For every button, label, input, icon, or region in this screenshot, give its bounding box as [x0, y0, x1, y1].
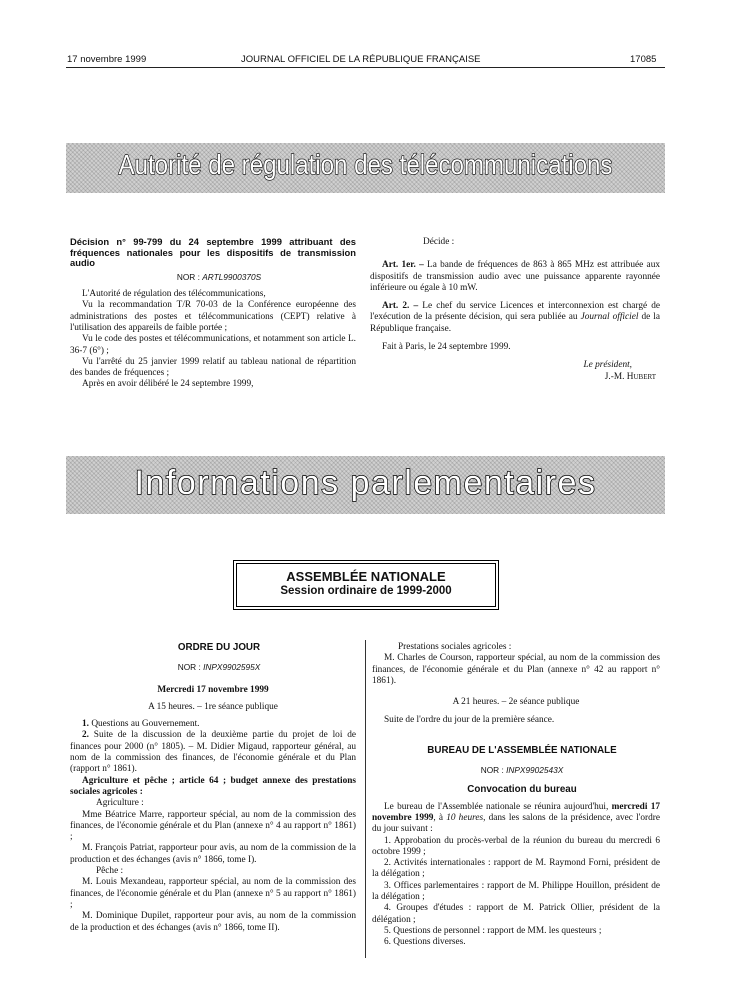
- bureau-nor: [372, 765, 660, 776]
- bureau-item: 2. Activités internationales : rapport de M. Raymond Forni, président de la délégation ;: [372, 858, 660, 880]
- bureau-column: [372, 642, 660, 949]
- decision-paragraph: Vu le code des postes et télécommunications, et notamment son article L. 36-7 (6°) ;: [70, 334, 356, 356]
- banner-autorite-title: Autorité de régulation des télécommunications: [118, 149, 613, 180]
- column-divider: [365, 640, 366, 958]
- bureau-intro-b: , à: [433, 812, 444, 823]
- nor-code: INPX9902543X: [506, 765, 564, 776]
- ordre-time: A 15 heures. – 1re séance publique: [148, 701, 278, 712]
- bureau-item: 1. Approbation du procès-verbal de la réunion du bureau du mercredi 6 octobre 1999 ;: [372, 835, 660, 857]
- bureau-intro-date: mercredi 17 novembre 1999: [372, 801, 660, 823]
- signer-title: Le président,: [583, 360, 632, 371]
- decision-paragraph: L'Autorité de régulation des télécommunications,: [82, 289, 266, 300]
- ordre-day: Mercredi 17 novembre 1999: [157, 684, 269, 695]
- decision-title: Décision n° 99-799 du 24 septembre 1999 attribuant des fréquences nationales pour les dispositifs de transmission audio: [70, 236, 356, 269]
- bureau-item: 4. Groupes d'études : rapport de M. Patrick Ollier, président de la délégation ;: [372, 903, 660, 925]
- peche-label: Pêche :: [96, 866, 124, 877]
- decide: Décide :: [423, 237, 455, 247]
- peche-line: M. Dominique Dupilet, rapporteur pour avis, au nom de la commission de la production et des échanges (avis n° 1866, tome II).: [70, 911, 356, 933]
- ordre-item: [70, 719, 356, 730]
- decision-left-column: [70, 237, 356, 391]
- nor-code: INPX9902595X: [203, 662, 261, 673]
- ordre-item-text: Questions au Gouvernement.: [91, 719, 200, 730]
- bureau-item: 3. Offices parlementaires : rapport de M. Philippe Houillon, président de la délégation ;: [372, 880, 660, 903]
- decision-paragraph: Vu la recommandation T/R 70-03 de la Conférence européenne des administrations des postes et télécommunications (CEPT) relative à l'utilisation des appareils de faible portée ;: [70, 300, 356, 333]
- bureau-intro: [372, 802, 660, 836]
- bureau-item: 5. Questions de personnel : rapport de MM. les questeurs ;: [384, 925, 602, 936]
- header-rule: [66, 67, 665, 68]
- bureau-title: BUREAU DE L'ASSEMBLÉE NATIONALE: [427, 744, 617, 756]
- agri-line: M. François Patriat, rapporteur pour avis, au nom de la commission de la production et des échanges (avis n° 1866, tome I).: [70, 843, 356, 865]
- article-1-label: Art. 1er. –: [382, 260, 424, 271]
- ordre-nor: [70, 662, 356, 673]
- assembly-box: [236, 563, 496, 607]
- decision-nor: [70, 272, 356, 283]
- banner-informations: [66, 456, 665, 514]
- agri-line: Mme Béatrice Marre, rapporteur spécial, au nom de la commission des finances, de l'économie générale et du Plan (annexe n° 4 au rapport n° 1861) ;: [70, 809, 356, 843]
- ordre-suite: Suite de l'ordre du jour de la première séance.: [384, 715, 555, 726]
- banner-autorite: [66, 143, 665, 193]
- nor-label: NOR :: [177, 662, 201, 673]
- nor-label: NOR :: [176, 271, 200, 282]
- header-journal: JOURNAL OFFICIEL DE LA RÉPUBLIQUE FRANÇAISE: [241, 54, 481, 65]
- bureau-intro-c: , dans les salons de la présidence, avec l'ordre du jour suivant :: [372, 812, 660, 835]
- bureau-intro-a: Le bureau de l'Assemblée nationale se réunira aujourd'hui,: [384, 801, 609, 812]
- agri-label: Agriculture :: [96, 798, 144, 809]
- fait-a-paris: Fait à Paris, le 24 septembre 1999.: [382, 342, 511, 353]
- nor-code: ARTL9900370S: [202, 271, 262, 282]
- article-1: [370, 260, 660, 294]
- convocation-title: Convocation du bureau: [467, 784, 577, 796]
- header-date: 17 novembre 1999: [67, 54, 147, 65]
- article-2-journal: Journal officiel: [580, 312, 639, 323]
- decision-right-column: [370, 237, 660, 383]
- bureau-intro-time: 10 heures: [446, 812, 484, 823]
- ordre-item-number: 2.: [82, 730, 89, 741]
- ordre-du-jour-column: [70, 642, 356, 934]
- prest-line: M. Charles de Courson, rapporteur spécial, au nom de la commission des finances, de l'économie générale et du Plan (annexe n° 42 au rapport n° 1861).: [372, 653, 660, 686]
- nor-label: NOR :: [480, 765, 504, 776]
- header-page-number: 17085: [630, 54, 657, 65]
- ordre-item-number: 1.: [82, 719, 89, 730]
- ordre-item-text: Suite de la discussion de la deuxième partie du projet de loi de finances pour 2000 (n° 1805). – M. Didier Migaud, rapporteur général, au nom de la commission des finances, de l'économie générale et du Plan (rapport n° 1861).: [70, 730, 356, 775]
- ordre-time-2: A 21 heures. – 2e séance publique: [452, 697, 580, 708]
- prest-label: Prestations sociales agricoles :: [398, 642, 512, 652]
- agri-heading: Agriculture et pêche ; article 64 ; budget annexe des prestations sociales agricoles :: [70, 775, 356, 797]
- signer-name: J.-M. Hubert: [604, 371, 656, 382]
- article-2-text-a: Le chef du service Licences et interconnexion est chargé de l'exécution de la présente décision, qui sera publiée au: [370, 301, 661, 323]
- article-2-label: Art. 2. –: [382, 301, 419, 312]
- ordre-title: ORDRE DU JOUR: [177, 642, 261, 653]
- decision-paragraph: Après en avoir délibéré le 24 septembre 1999,: [82, 379, 254, 390]
- peche-line: M. Louis Mexandeau, rapporteur spécial, au nom de la commission des finances, de l'économie générale et du Plan (annexe n° 5 au rapport n° 1861) ;: [70, 877, 356, 910]
- decision-paragraph: Vu l'arrêté du 25 janvier 1999 relatif au tableau national de répartition des bandes de fréquences ;: [70, 356, 356, 379]
- article-2-text-b: de la République française.: [370, 312, 661, 334]
- ordre-item: [70, 730, 356, 775]
- article-2: [370, 301, 660, 335]
- assembly-session: Session ordinaire de 1999-2000: [280, 585, 452, 597]
- article-1-text: La bande de fréquences de 863 à 865 MHz est attribuée aux dispositifs de transmission audio avec une puissance apparente rayonnée inférieure ou égale à 10 mW.: [370, 260, 660, 293]
- assembly-name: ASSEMBLÉE NATIONALE: [286, 569, 446, 584]
- banner-informations-title: Informations parlementaires: [134, 464, 597, 502]
- bureau-item: 6. Questions diverses.: [384, 937, 466, 948]
